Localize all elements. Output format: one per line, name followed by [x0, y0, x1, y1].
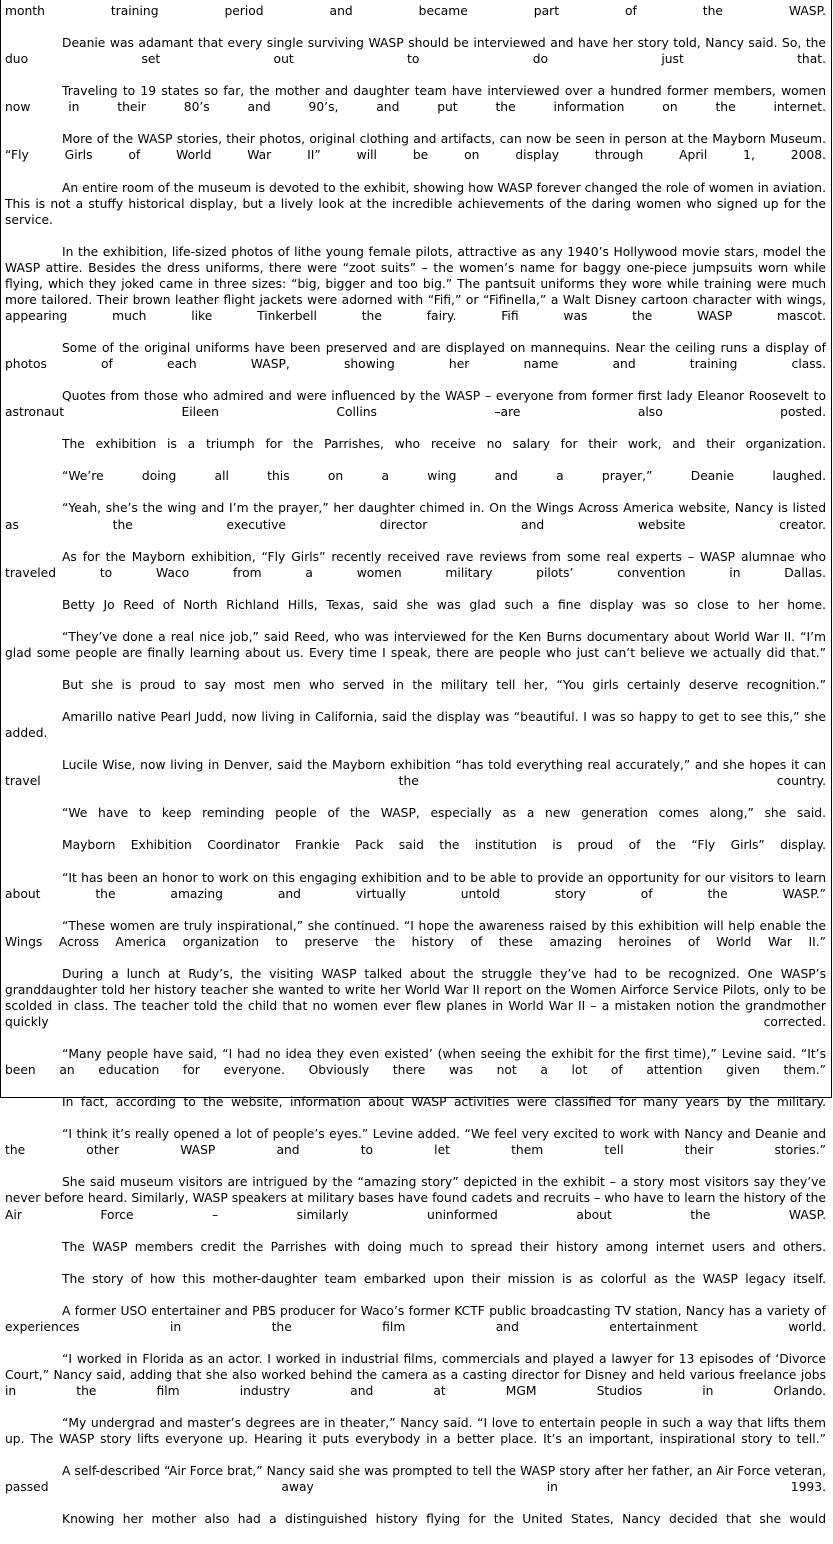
paragraph: Knowing her mother also had a distinguished history flying for the United States, Nancy decided that she would: [62, 1512, 826, 1527]
paragraph: “It has been an honor to work on this engaging exhibition and to be able to provide an opportunity for our visitors to learn about the amazing and virtually untold story of the WASP.”: [5, 870, 826, 901]
paragraph: Amarillo native Pearl Judd, now living in California, said the display was “beautiful. I was so happy to get to see this,” she added.: [5, 710, 826, 741]
paragraph: “We’re doing all this on a wing and a prayer,” Deanie laughed.: [62, 469, 826, 484]
paragraph: The story of how this mother-daughter team embarked upon their mission is as colorful as the WASP legacy itself.: [62, 1271, 826, 1286]
paragraph: Traveling to 19 states so far, the mother and daughter team have interviewed over a hundred former members, women now in their 80’s and 90’s, and put the information on the internet.: [5, 84, 826, 115]
paragraph: The WASP members credit the Parrishes with doing much to spread their history among internet users and others.: [62, 1239, 826, 1254]
paragraph: But she is proud to say most men who served in the military tell her, “You girls certainly deserve recognition.”: [62, 677, 826, 692]
paragraph: Mayborn Exhibition Coordinator Frankie Pack said the institution is proud of the “Fly Girls” display.: [62, 838, 826, 853]
paragraph: In fact, according to the website, information about WASP activities were classified for many years by the military.: [62, 1095, 826, 1110]
paragraph: The exhibition is a triumph for the Parrishes, who receive no salary for their work, and their organization.: [62, 437, 826, 452]
paragraph: Betty Jo Reed of North Richland Hills, Texas, said she was glad such a fine display was so close to her home.: [62, 597, 826, 612]
paragraph: A self-described “Air Force brat,” Nancy said she was prompted to tell the WASP story after her father, an Air Force veteran, passed away in 1993.: [5, 1464, 826, 1495]
paragraph: “Yeah, she’s the wing and I’m the prayer,” her daughter chimed in. On the Wings Across America website, Nancy is listed as the executive director and website creator.: [5, 501, 826, 532]
paragraph: month training period and became part of the WASP.: [5, 4, 826, 18]
paragraph: “I worked in Florida as an actor. I worked in industrial films, commercials and played a lawyer for 13 episodes of ‘Divorce Court,” Nancy said, adding that she also worked behind the camera as a casting director for Disney and held various freelance jobs in the film industry and at MGM Studios in Orlando.: [5, 1351, 826, 1399]
paragraph: She said museum visitors are intrigued by the “amazing story” depicted in the exhibit – a story most visitors say they’ve never before heard. Similarly, WASP speakers at military bases have found cadets and recruits – who have to learn the history of the Air Force – similarly uninformed about the WASP.: [5, 1175, 826, 1222]
paragraph: “Many people have said, “I had no idea they even existed’ (when seeing the exhibit for the first time),” Levine said. “It’s been an education for everyone. Obviously there was not a lot of attention given them.”: [5, 1047, 826, 1078]
paragraph: In the exhibition, life-sized photos of lithe young female pilots, attractive as any 1940’s Hollywood movie stars, model the WASP attire. Besides the dress uniforms, there were “zoot suits” – the women’s name for baggy one-piece jumpsuits worn while flying, which they joked came in three sizes: “big, bigger and too big.” The pantsuit uniforms they wore while training were much more tailored. Their brown leather flight jackets were adorned with “Fifi,” or “Fifinella,” a Walt Disney cartoon character with wings, appearing much like Tinkerbell the fairy. Fifi was the WASP mascot.: [5, 244, 826, 323]
paragraph: “My undergrad and master’s degrees are in theater,” Nancy said. “I love to entertain people in such a way that lifts them up. The WASP story lifts everyone up. Hearing it puts everybody in a better place. It’s an important, inspirational story to tell.”: [5, 1416, 826, 1447]
paragraph: Lucile Wise, now living in Denver, said the Mayborn exhibition “has told everything real accurately,” and she hopes it can travel the country.: [5, 758, 826, 789]
paragraph: “They’ve done a real nice job,” said Reed, who was interviewed for the Ken Burns documentary about World War II. “I’m glad some people are finally learning about us. Every time I speak, there are people who just can’t believe we actually did that.”: [5, 629, 826, 660]
paragraph: “I think it’s really opened a lot of people’s eyes.” Levine added. “We feel very excited to work with Nancy and Deanie and the other WASP and to let them tell their stories.”: [5, 1127, 826, 1158]
paragraph: Some of the original uniforms have been preserved and are displayed on mannequins. Near the ceiling runs a display of photos of each WASP, showing her name and training class.: [5, 340, 826, 372]
paragraph: A former USO entertainer and PBS producer for Waco’s former KCTF public broadcasting TV station, Nancy has a variety of experiences in the film and entertainment world.: [5, 1303, 826, 1334]
paragraph: More of the WASP stories, their photos, original clothing and artifacts, can now be seen in person at the Mayborn Museum. “Fly Girls of World War II” will be on display through April 1, 2008.: [5, 132, 826, 163]
paragraph: “These women are truly inspirational,” she continued. “I hope the awareness raised by this exhibition will help enable the Wings Across America organization to preserve the history of these amazing heroines of World War II.”: [5, 918, 826, 949]
paragraph: As for the Mayborn exhibition, “Fly Girls” recently received rave reviews from some real experts – WASP alumnae who traveled to Waco from a women military pilots’ convention in Dallas.: [5, 549, 826, 580]
paragraph: “We have to keep reminding people of the WASP, especially as a new generation comes along,” she said.: [62, 806, 826, 821]
paragraph: During a lunch at Rudy’s, the visiting WASP talked about the struggle they’ve had to be recognized. One WASP’s granddaughter told her history teacher she wanted to write her World War II report on the Women Airforce Service Pilots, only to be scolded in class. The teacher told the child that no women ever flew planes in World War II – a mistaken notion the grandmother quickly corrected.: [5, 966, 826, 1029]
paragraph: Quotes from those who admired and were influenced by the WASP – everyone from former first lady Eleanor Roosevelt to astronaut Eileen Collins –are also posted.: [5, 389, 826, 420]
paragraph: An entire room of the museum is devoted to the exhibit, showing how WASP forever changed the role of women in aviation. This is not a stuffy historical display, but a lively look at the incredible achievements of the daring women who signed up for the service.: [5, 180, 826, 227]
paragraph: Deanie was adamant that every single surviving WASP should be interviewed and have her story told, Nancy said. So, the duo set out to do just that.: [5, 36, 826, 67]
